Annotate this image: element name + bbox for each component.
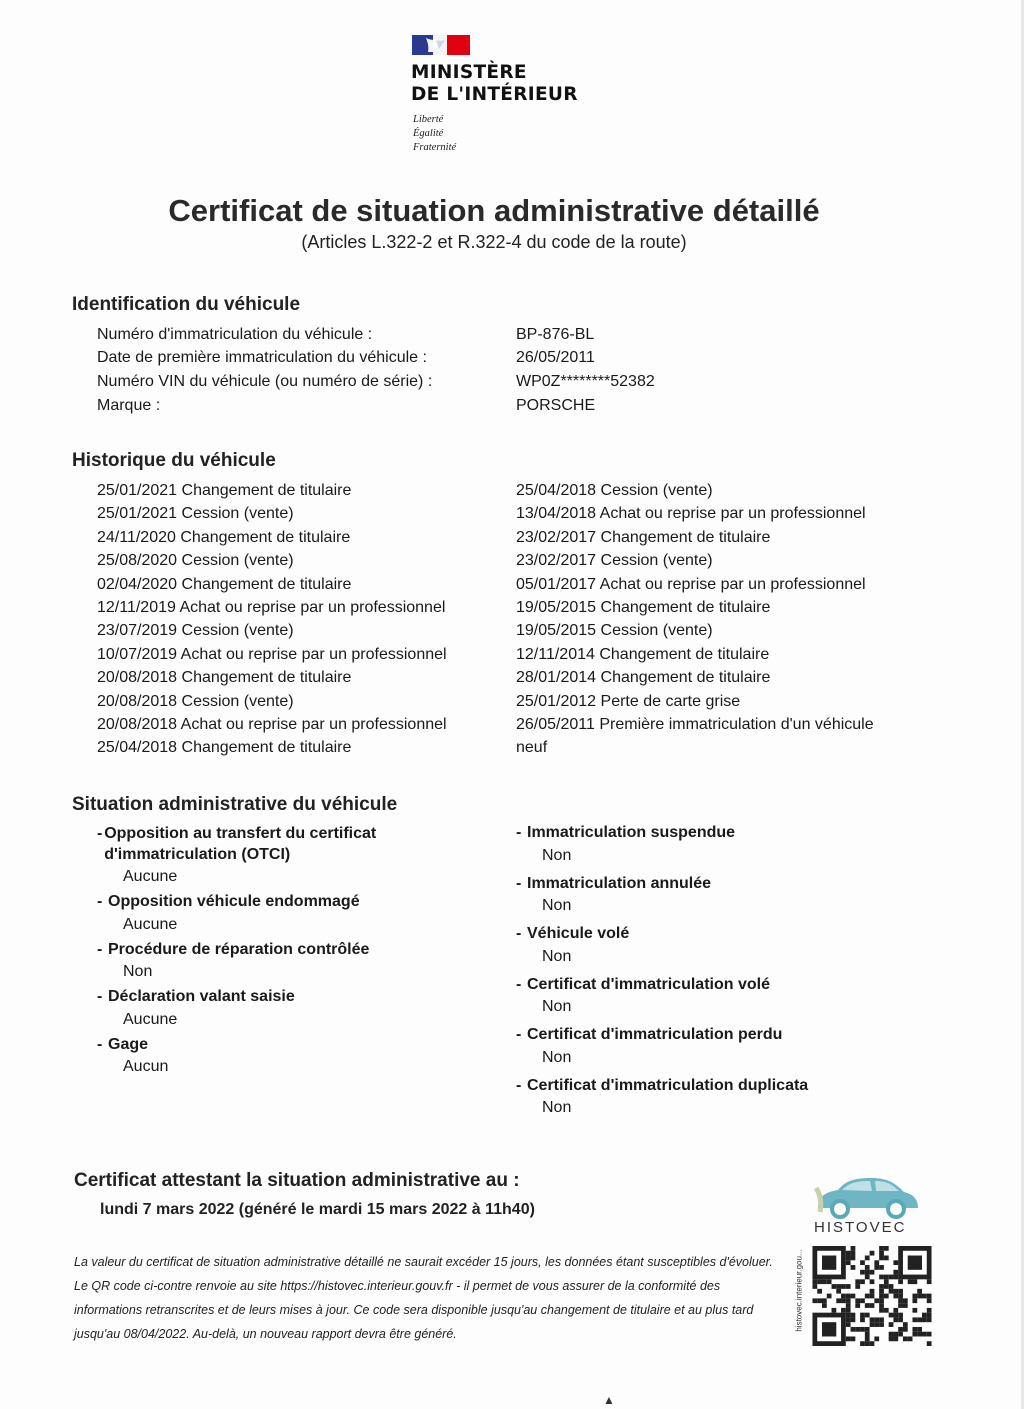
situation-dash: - xyxy=(516,1026,522,1043)
document-subtitle: (Articles L.322-2 et R.322-4 du code de la route) xyxy=(301,232,687,252)
situation-label xyxy=(97,940,407,961)
history-entry: 13/04/2018 Achat ou reprise par un professionnel xyxy=(516,505,866,523)
situation-dash: - xyxy=(97,940,103,958)
situation-label xyxy=(516,924,856,945)
situation-right-column xyxy=(516,823,856,1126)
history-right-column xyxy=(516,479,906,760)
vertical-url-label: histovec.interieur.gou... xyxy=(794,1249,804,1332)
attestation-date: lundi 7 mars 2022 (généré le mardi 15 mars 2022 à 11h40) xyxy=(100,1201,535,1218)
plate-label: Numéro d'immatriculation du véhicule : xyxy=(97,326,373,343)
situation-item xyxy=(516,1076,856,1120)
situation-item xyxy=(516,823,856,867)
history-entry: 20/08/2018 Cession (vente) xyxy=(97,692,294,710)
situation-label-text: Certificat d'immatriculation perdu xyxy=(527,1026,783,1043)
qr-code-icon[interactable] xyxy=(812,1246,932,1346)
history-entry: 23/02/2017 Cession (vente) xyxy=(516,552,713,570)
motto-fraternite: Fraternité xyxy=(413,142,457,153)
history-entry: 02/04/2020 Changement de titulaire xyxy=(97,575,352,593)
situation-dash: - xyxy=(516,874,522,892)
histovec-car-logo xyxy=(812,1168,922,1226)
situation-label-text: Gage xyxy=(108,1035,149,1053)
history-entry: 19/05/2015 Cession (vente) xyxy=(516,622,713,640)
situation-dash: - xyxy=(516,1076,522,1094)
situation-label-text: Immatriculation suspendue xyxy=(527,824,736,841)
situation-value: Non xyxy=(123,963,153,980)
situation-label-text: Certificat d'immatriculation volé xyxy=(527,975,770,993)
first-registration-label: Date de première immatriculation du véhicule : xyxy=(97,349,427,366)
history-entry: 25/08/2020 Cession (vente) xyxy=(97,552,294,570)
situation-label-text: Certificat d'immatriculation duplicata xyxy=(527,1076,809,1094)
situation-item xyxy=(516,874,856,918)
situation-item xyxy=(97,892,407,936)
history-entry: 25/01/2012 Perte de carte grise xyxy=(516,692,741,710)
ministry-line-2: DE L'INTÉRIEUR xyxy=(411,84,578,105)
situation-label xyxy=(97,987,407,1008)
situation-dash: - xyxy=(97,825,103,842)
situation-value: Aucun xyxy=(123,1058,169,1075)
situation-value: Non xyxy=(542,1048,572,1066)
vin-value: WP0Z********52382 xyxy=(516,373,655,390)
situation-label xyxy=(97,892,407,913)
situation-label-text: Véhicule volé xyxy=(527,925,630,942)
situation-item xyxy=(97,940,407,984)
first-registration-value: 26/05/2011 xyxy=(516,349,595,366)
situation-dash: - xyxy=(97,1035,103,1053)
situation-dash: - xyxy=(97,988,103,1005)
history-entry: 25/04/2018 Cession (vente) xyxy=(516,482,713,499)
identification-heading: Identification du véhicule xyxy=(72,294,301,315)
republic-motto xyxy=(413,113,456,155)
history-entry: 23/07/2019 Cession (vente) xyxy=(97,622,294,640)
plate-value: BP-876-BL xyxy=(516,326,595,343)
history-entry: 20/08/2018 Achat ou reprise par un professionnel xyxy=(97,716,447,734)
situation-item xyxy=(97,1035,407,1079)
history-left-column xyxy=(97,479,507,760)
situation-item xyxy=(516,975,856,1019)
history-entry: 28/01/2014 Changement de titulaire xyxy=(516,669,771,687)
motto-liberte: Liberté xyxy=(413,114,444,125)
history-entry: 20/08/2018 Changement de titulaire xyxy=(97,669,352,687)
history-entry: 10/07/2019 Achat ou reprise par un professionnel xyxy=(97,645,447,663)
situation-item xyxy=(97,824,407,888)
situation-label-text: Opposition véhicule endommagé xyxy=(108,893,360,910)
history-entry: 05/01/2017 Achat ou reprise par un professionnel xyxy=(516,575,866,593)
situation-value: Non xyxy=(542,897,572,914)
situation-item xyxy=(516,924,856,968)
history-entry: 12/11/2019 Achat ou reprise par un professionnel xyxy=(97,599,446,617)
attestation-heading: Certificat attestant la situation administrative au : xyxy=(74,1170,520,1191)
situation-dash: - xyxy=(97,893,103,910)
situation-value: Non xyxy=(542,1099,572,1116)
ministry-line-1: MINISTÈRE xyxy=(411,62,527,83)
situation-dash: - xyxy=(516,925,522,942)
situation-dash: - xyxy=(516,824,522,841)
situation-left-column xyxy=(97,824,407,1082)
motto-egalite: Égalité xyxy=(413,128,444,139)
situation-label xyxy=(516,874,856,895)
situation-value: Non xyxy=(542,998,572,1015)
ministry-name xyxy=(411,62,578,106)
situation-value: Aucune xyxy=(123,1010,178,1028)
vertical-url-text xyxy=(794,1246,812,1346)
situation-label-text: Immatriculation annulée xyxy=(527,874,712,892)
situation-label-text: Déclaration valant saisie xyxy=(108,988,295,1005)
situation-dash: - xyxy=(516,975,522,993)
situation-value: Non xyxy=(542,947,572,965)
brand-value: PORSCHE xyxy=(516,397,596,414)
history-entry: 24/11/2020 Changement de titulaire xyxy=(97,528,351,546)
history-entry: 23/02/2017 Changement de titulaire xyxy=(516,528,771,546)
history-entry: 25/01/2021 Cession (vente) xyxy=(97,505,294,523)
situation-item xyxy=(516,1025,856,1069)
situation-label xyxy=(516,823,856,844)
situation-value: Aucune xyxy=(123,915,178,933)
situation-label xyxy=(516,1076,856,1097)
vin-label: Numéro VIN du véhicule (ou numéro de série) : xyxy=(97,373,433,390)
histovec-logo-text: HISTOVEC xyxy=(814,1219,907,1236)
history-entry: 12/11/2014 Changement de titulaire xyxy=(516,645,770,663)
situation-label xyxy=(97,1035,407,1056)
history-heading: Historique du véhicule xyxy=(72,450,276,471)
situation-value: Aucune xyxy=(123,868,178,885)
situation-label xyxy=(516,975,856,996)
situation-label-text: Procédure de réparation contrôlée xyxy=(108,940,370,958)
history-entry: 25/01/2021 Changement de titulaire xyxy=(97,482,352,499)
history-entry: 26/05/2011 Première immatriculation d'un véhicule neuf xyxy=(516,716,874,757)
situation-label-text: Opposition au transfert du certificat d'immatriculation (OTCI) xyxy=(104,825,377,863)
history-entry: 25/04/2018 Changement de titulaire xyxy=(97,739,352,757)
situation-item xyxy=(97,987,407,1031)
situation-label xyxy=(97,824,407,865)
marianne-flag-icon xyxy=(412,35,470,55)
situation-value: Non xyxy=(542,846,572,864)
situation-label xyxy=(516,1025,856,1046)
scan-mark: ▲ xyxy=(603,1393,615,1407)
brand-label: Marque : xyxy=(97,397,161,414)
document-title: Certificat de situation administrative détaillé xyxy=(168,193,820,228)
history-entry: 19/05/2015 Changement de titulaire xyxy=(516,599,771,617)
situation-heading: Situation administrative du véhicule xyxy=(72,794,398,815)
legal-note: La valeur du certificat de situation administrative détaillé ne saurait excéder 15 jours, les données étant susceptibles d'évoluer. Le QR code ci-contre renvoie au site https://histovec.interieur.gouv.fr - il permet de vous assurer de la conformité des informations retranscrites et de leurs mises à jour. Ce code sera disponible jusqu'au changement de titulaire et au plus tard jusqu'au 08/04/2022. Au-delà, un nouveau rapport devra être généré. xyxy=(74,1255,773,1341)
